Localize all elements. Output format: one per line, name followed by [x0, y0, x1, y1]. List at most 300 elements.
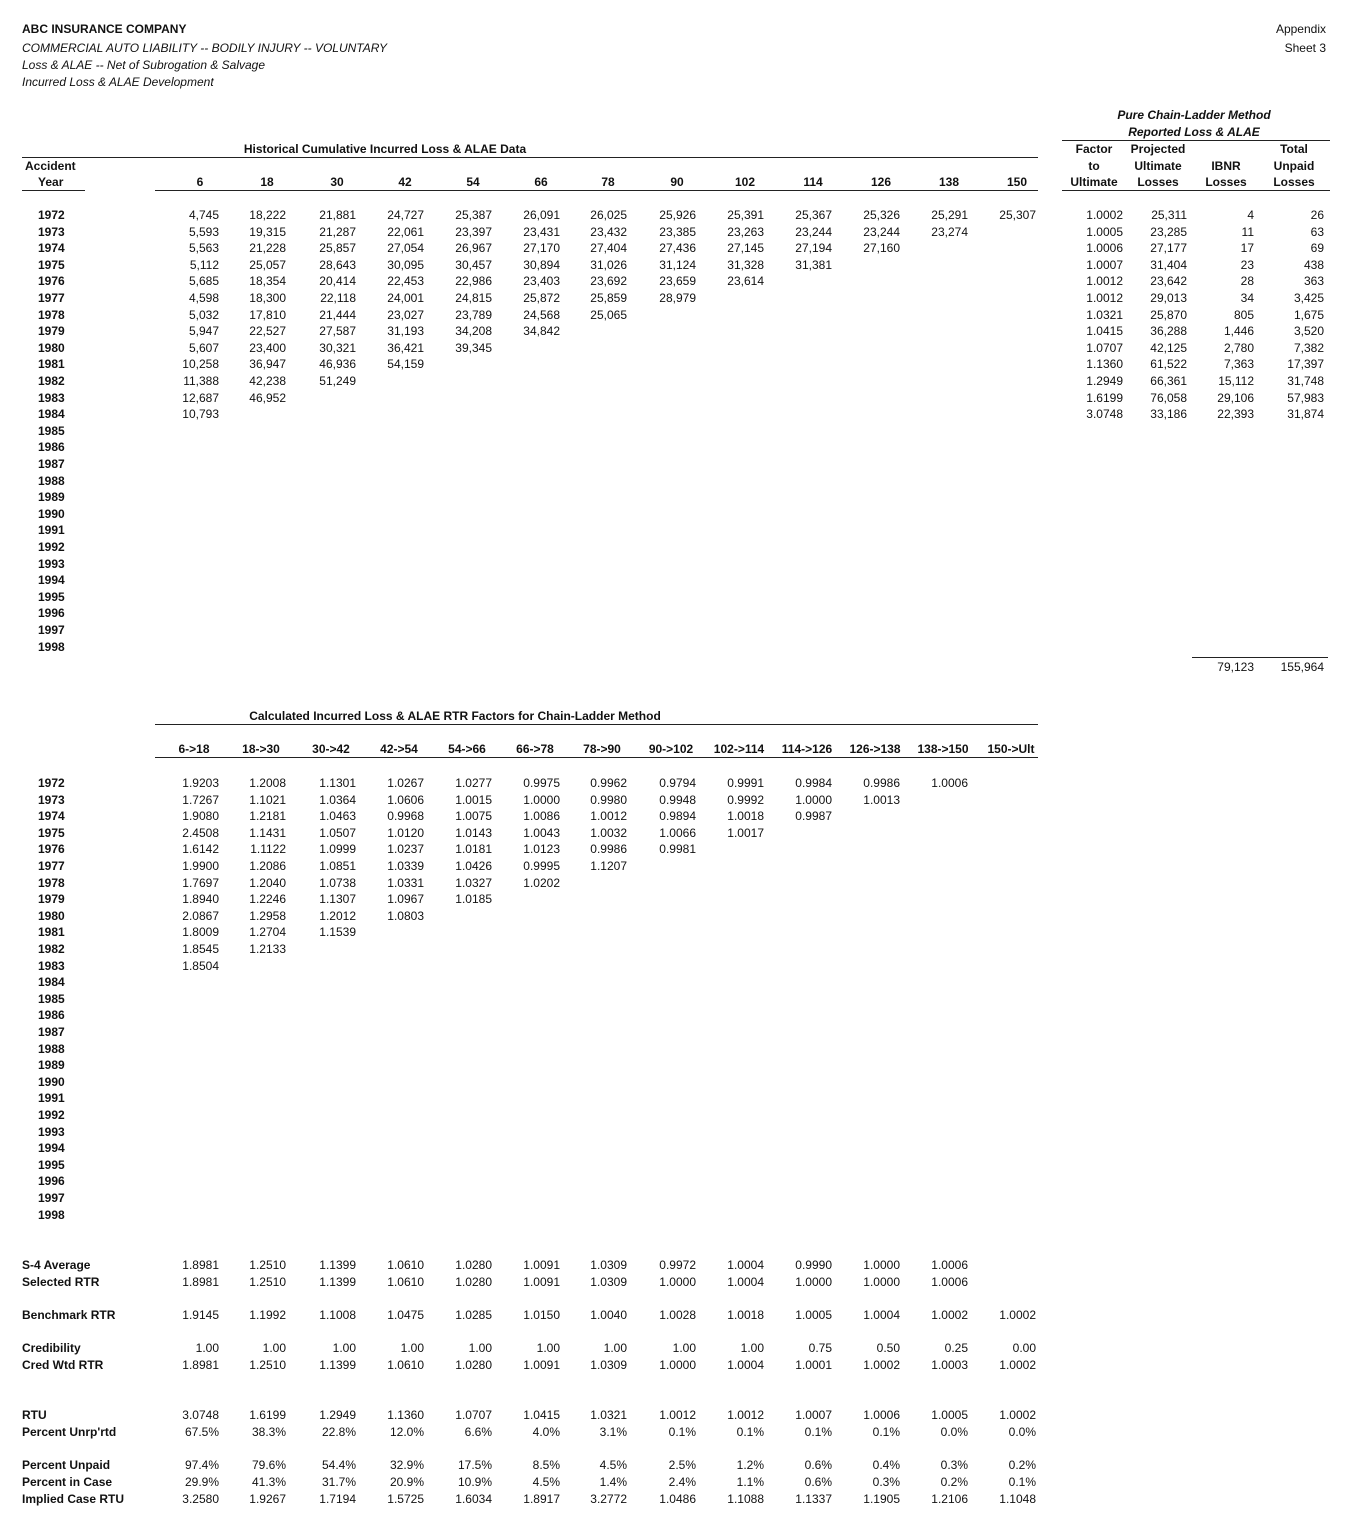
triangle-cell: 30,894 [523, 257, 560, 272]
factor-cell: 1.0000 [795, 792, 832, 807]
factor-cell: 0.9794 [659, 776, 696, 790]
summary-cell: 1.7194 [319, 1492, 356, 1506]
chain-ladder-column-header: Losses [1273, 175, 1315, 189]
totals-rule [1192, 657, 1328, 658]
summary-cell: 20.9% [389, 1475, 424, 1489]
factor-cell: 1.7267 [182, 792, 219, 807]
triangle-cell: 18,354 [249, 274, 286, 289]
summary-cell: 1.0018 [727, 1308, 764, 1322]
chain-ladder-cell: 1.0007 [1086, 257, 1123, 272]
triangle-cell: 25,859 [590, 291, 627, 305]
factor-cell: 1.9900 [182, 859, 219, 873]
summary-cell: 4.0% [532, 1425, 560, 1439]
age-header: 90 [670, 175, 684, 189]
triangle-cell: 27,145 [727, 241, 764, 256]
triangle-cell: 27,170 [523, 241, 560, 256]
chain-ladder-cell: 17 [1240, 241, 1254, 256]
chain-ladder-cell: 2,780 [1223, 340, 1254, 355]
summary-cell: 1.2510 [249, 1258, 286, 1272]
triangle-cell: 23,397 [455, 224, 492, 239]
summary-cell: 1.0610 [387, 1258, 424, 1272]
chain-ladder-cell: 22,393 [1217, 407, 1254, 422]
triangle-cell: 27,160 [863, 241, 900, 256]
accident-year: 1978 [38, 307, 65, 322]
summary-cell: 1.00 [195, 1341, 219, 1355]
factor-cell: 1.9203 [182, 776, 219, 790]
triangle-cell: 22,061 [387, 224, 424, 239]
summary-cell: 1.2106 [931, 1492, 968, 1506]
summary-cell: 1.0475 [387, 1308, 424, 1322]
summary-label: Percent Unpaid [22, 1458, 111, 1472]
chain-ladder-cell: 1.1360 [1086, 357, 1123, 372]
chain-ladder-cell: 31,404 [1150, 257, 1187, 272]
factor-accident-year: 1997 [38, 1191, 65, 1205]
appendix-label: Appendix [1275, 22, 1326, 36]
summary-cell: 1.0000 [863, 1258, 900, 1272]
chain-ladder-column-header: Total [1280, 142, 1308, 156]
summary-cell: 1.0005 [931, 1408, 968, 1422]
company-name: ABC INSURANCE COMPANY [22, 22, 187, 36]
triangle-cell: 28,643 [319, 257, 356, 272]
triangle-cell: 26,967 [455, 241, 492, 256]
factor-cell: 0.9986 [863, 776, 900, 790]
factor-cell: 1.0000 [523, 792, 560, 807]
summary-cell: 0.1% [668, 1425, 696, 1439]
chain-ladder-cell: 63 [1310, 224, 1324, 239]
accident-year: 1991 [38, 523, 65, 538]
triangle-cell: 5,032 [188, 307, 219, 322]
summary-cell: 0.0% [1008, 1425, 1036, 1439]
chain-ladder-cell: 1,675 [1293, 307, 1324, 322]
factor-header: 42->54 [380, 742, 418, 756]
factor-cell: 0.9984 [795, 776, 832, 790]
accident-year: 1981 [38, 357, 65, 372]
factor-cell: 1.0012 [590, 809, 627, 824]
triangle-cell: 30,095 [387, 257, 424, 272]
chain-ladder-cell: 61,522 [1150, 357, 1187, 372]
triangle-cell: 31,328 [727, 257, 764, 272]
summary-cell: 1.0285 [455, 1308, 492, 1322]
summary-cell: 0.50 [876, 1341, 900, 1355]
summary-cell: 1.0001 [795, 1358, 832, 1372]
summary-cell: 6.6% [464, 1425, 492, 1439]
summary-cell: 2.5% [668, 1458, 696, 1472]
summary-cell: 1.4% [599, 1475, 627, 1489]
chain-ladder-subtitle: Reported Loss & ALAE [1128, 125, 1260, 139]
accident-year: 1997 [38, 623, 65, 637]
summary-cell: 67.5% [184, 1425, 219, 1439]
factor-header: 78->90 [583, 742, 621, 756]
factor-accident-year: 1985 [38, 991, 65, 1006]
triangle-cell: 24,568 [523, 307, 560, 322]
age-header: 54 [466, 175, 480, 189]
summary-cell: 1.0486 [659, 1492, 696, 1506]
triangle-cell: 5,947 [188, 324, 219, 339]
factor-accident-year: 1986 [38, 1008, 65, 1023]
factor-cell: 1.0181 [455, 842, 492, 857]
line-of-business: COMMERCIAL AUTO LIABILITY -- BODILY INJURY -- VOLUNTARY [22, 41, 387, 55]
factor-cell: 1.7697 [182, 875, 219, 890]
triangle-cell: 31,124 [659, 257, 696, 272]
summary-cell: 1.00 [468, 1341, 492, 1355]
chain-ladder-cell: 36,288 [1150, 324, 1187, 339]
triangle-cell: 17,810 [249, 307, 286, 322]
summary-cell: 1.1399 [319, 1275, 356, 1289]
chain-ladder-cell: 69 [1310, 241, 1324, 256]
accident-year: 1989 [38, 490, 65, 505]
factor-accident-year: 1993 [38, 1124, 65, 1139]
triangle-cell: 23,400 [249, 340, 286, 355]
total-unpaid: 155,964 [1280, 660, 1324, 674]
chain-ladder-cell: 23 [1240, 257, 1254, 272]
chain-ladder-column-header: Ultimate [1134, 158, 1182, 173]
triangle-cell: 39,345 [455, 340, 492, 355]
factor-header: 114->126 [781, 742, 833, 756]
chain-ladder-cell: 42,125 [1150, 340, 1187, 355]
summary-cell: 1.1088 [727, 1492, 764, 1506]
factor-header: 150->Ult [987, 742, 1035, 756]
summary-cell: 0.3% [940, 1458, 968, 1472]
factor-cell: 1.0507 [319, 825, 356, 840]
summary-cell: 1.1399 [319, 1258, 356, 1272]
summary-cell: 1.0004 [727, 1275, 764, 1289]
factor-accident-year: 1978 [38, 875, 65, 890]
accident-year: 1972 [38, 208, 65, 222]
triangle-cell: 23,263 [727, 224, 764, 239]
factor-cell: 2.0867 [182, 908, 219, 923]
accident-year: 1995 [38, 589, 65, 604]
triangle-cell: 34,842 [523, 324, 560, 339]
summary-cell: 1.0707 [455, 1408, 492, 1422]
factor-accident-year: 1991 [38, 1091, 65, 1106]
factor-cell: 0.9986 [590, 842, 627, 857]
summary-cell: 0.75 [808, 1341, 832, 1355]
accident-year: 1977 [38, 291, 65, 305]
summary-cell: 1.0000 [659, 1358, 696, 1372]
chain-ladder-cell: 23,285 [1150, 224, 1187, 239]
summary-cell: 41.3% [251, 1475, 286, 1489]
triangle-cell: 31,026 [590, 257, 627, 272]
chain-ladder-cell: 1.2949 [1086, 374, 1123, 388]
age-header: 138 [938, 175, 960, 189]
chain-ladder-column-header: Losses [1205, 175, 1247, 189]
factor-accident-year: 1989 [38, 1058, 65, 1073]
summary-cell: 1.0003 [931, 1358, 968, 1372]
factor-cell: 1.2133 [249, 942, 286, 956]
summary-cell: 2.4% [668, 1475, 696, 1489]
chain-ladder-cell: 27,177 [1150, 241, 1187, 256]
triangle-cell: 25,872 [523, 291, 560, 305]
factor-cell: 1.0803 [387, 908, 424, 923]
summary-cell: 1.0002 [931, 1308, 968, 1322]
factor-cell: 1.0185 [455, 892, 492, 907]
factor-accident-year: 1976 [38, 842, 65, 857]
chain-ladder-cell: 15,112 [1218, 374, 1254, 388]
summary-label: Selected RTR [22, 1275, 100, 1289]
factor-cell: 1.0032 [590, 825, 627, 840]
summary-cell: 1.1399 [319, 1358, 356, 1372]
summary-cell: 1.0321 [590, 1408, 627, 1422]
summary-cell: 1.9267 [249, 1492, 286, 1506]
triangle-cell: 24,001 [387, 291, 424, 305]
factor-cell: 1.0066 [659, 825, 696, 840]
factor-cell: 1.0999 [319, 842, 356, 857]
summary-cell: 1.0415 [523, 1408, 560, 1422]
summary-cell: 1.8981 [182, 1358, 219, 1372]
summary-cell: 3.2580 [182, 1492, 219, 1506]
factor-accident-year: 1977 [38, 859, 65, 873]
summary-cell: 1.5725 [387, 1492, 424, 1506]
accident-year: 1975 [38, 257, 65, 272]
age-header: 30 [330, 175, 344, 189]
factor-cell: 1.0463 [319, 809, 356, 824]
summary-label: Cred Wtd RTR [22, 1358, 104, 1372]
factor-cell: 2.4508 [182, 825, 219, 840]
summary-cell: 1.0280 [455, 1358, 492, 1372]
factor-cell: 1.2181 [249, 809, 286, 824]
triangle-cell: 25,326 [863, 208, 900, 222]
factor-cell: 1.0075 [455, 809, 492, 824]
summary-cell: 1.0028 [659, 1308, 696, 1322]
triangle-cell: 25,857 [319, 241, 356, 256]
accident-year: 1993 [38, 556, 65, 571]
age-header: 66 [534, 175, 548, 189]
age-header: 126 [870, 175, 892, 189]
age-header: 78 [601, 175, 615, 189]
factor-header: 54->66 [448, 742, 486, 756]
accident-year: 1983 [38, 390, 65, 405]
factor-cell: 0.9981 [659, 842, 696, 857]
factors-title-rule [155, 724, 1038, 725]
chain-ladder-cell: 1.0707 [1086, 340, 1123, 355]
chain-ladder-cell: 363 [1303, 274, 1324, 289]
factor-cell: 1.1301 [319, 776, 356, 790]
summary-cell: 1.0004 [863, 1308, 900, 1322]
triangle-cell: 54,159 [387, 357, 424, 372]
summary-cell: 1.2% [736, 1458, 764, 1472]
triangle-cell: 22,453 [387, 274, 424, 289]
factor-cell: 0.9991 [727, 776, 764, 790]
summary-cell: 1.0012 [659, 1408, 696, 1422]
triangle-cell: 26,091 [523, 208, 560, 222]
triangle-cell: 23,432 [590, 224, 627, 239]
summary-cell: 8.5% [532, 1458, 560, 1472]
triangle-cell: 25,367 [795, 208, 832, 222]
triangle-cell: 23,614 [727, 274, 764, 289]
triangle-cell: 25,307 [999, 208, 1036, 222]
chain-ladder-cell: 57,983 [1287, 390, 1324, 405]
summary-cell: 1.0002 [863, 1358, 900, 1372]
factor-cell: 1.0237 [387, 842, 424, 857]
factor-cell: 0.9995 [523, 859, 560, 873]
chain-ladder-title-rule [1062, 140, 1330, 141]
summary-cell: 1.0002 [999, 1408, 1036, 1422]
summary-cell: 1.0309 [590, 1258, 627, 1272]
accident-year: 1976 [38, 274, 65, 289]
summary-cell: 17.5% [457, 1458, 492, 1472]
triangle-cell: 22,527 [249, 324, 286, 339]
factor-header: 138->150 [917, 742, 969, 756]
triangle-cell: 22,118 [320, 291, 356, 305]
chain-ladder-column-header: to [1088, 158, 1100, 173]
factor-cell: 1.0123 [523, 842, 560, 857]
summary-label: Benchmark RTR [22, 1308, 116, 1322]
summary-cell: 1.8981 [182, 1275, 219, 1289]
summary-cell: 0.2% [1008, 1458, 1036, 1472]
factor-accident-year: 1972 [38, 776, 65, 790]
factor-accident-year: 1988 [38, 1041, 65, 1056]
chain-ladder-cell: 1.0002 [1086, 208, 1123, 222]
summary-cell: 1.0309 [590, 1358, 627, 1372]
triangle-cell: 30,321 [319, 340, 356, 355]
factor-cell: 0.9980 [590, 792, 627, 807]
summary-cell: 1.1360 [387, 1408, 424, 1422]
age-header: 114 [803, 175, 823, 189]
triangle-cell: 5,563 [188, 241, 219, 256]
factor-cell: 1.0006 [931, 776, 968, 790]
loss-basis: Loss & ALAE -- Net of Subrogation & Salvage [22, 58, 266, 72]
summary-cell: 1.1008 [319, 1308, 356, 1322]
chain-ladder-cell: 7,382 [1293, 340, 1324, 355]
age-header-rule [155, 190, 1038, 191]
triangle-cell: 30,457 [455, 257, 492, 272]
summary-cell: 1.8917 [523, 1492, 560, 1506]
age-header: 6 [196, 175, 204, 189]
factor-cell: 1.2040 [249, 875, 286, 890]
chain-ladder-cell: 1,446 [1223, 324, 1254, 339]
chain-ladder-cell: 66,361 [1150, 374, 1187, 388]
summary-cell: 1.1% [736, 1475, 764, 1489]
factor-cell: 1.2704 [249, 925, 286, 940]
chain-ladder-column-header: IBNR [1211, 158, 1241, 173]
factor-accident-year: 1980 [38, 908, 65, 923]
summary-cell: 4.5% [599, 1458, 627, 1472]
triangle-cell: 27,054 [387, 241, 424, 256]
triangle-cell: 51,249 [319, 374, 356, 388]
summary-cell: 1.00 [262, 1341, 286, 1355]
triangle-cell: 25,065 [590, 307, 627, 322]
summary-cell: 32.9% [389, 1458, 424, 1472]
chain-ladder-cell: 34 [1240, 291, 1254, 305]
summary-label: Percent Unrp'rtd [22, 1425, 117, 1439]
summary-cell: 1.2510 [249, 1358, 286, 1372]
summary-label: Implied Case RTU [22, 1492, 125, 1506]
summary-cell: 1.2949 [319, 1408, 356, 1422]
factor-accident-year: 1979 [38, 892, 65, 907]
summary-cell: 29.9% [184, 1475, 219, 1489]
summary-cell: 0.9972 [659, 1258, 696, 1272]
method-title: Incurred Loss & ALAE Development [22, 75, 214, 89]
accident-year: 1974 [38, 241, 65, 256]
triangle-cell: 23,431 [523, 224, 560, 239]
summary-cell: 1.0150 [523, 1308, 560, 1322]
factor-cell: 1.0013 [863, 792, 900, 807]
factor-cell: 1.0277 [455, 776, 492, 790]
chain-ladder-cell: 31,748 [1287, 374, 1324, 388]
summary-cell: 22.8% [321, 1425, 356, 1439]
summary-label: Percent in Case [22, 1475, 113, 1489]
age-header: 18 [260, 175, 274, 189]
summary-cell: 1.00 [740, 1341, 764, 1355]
triangle-cell: 34,208 [455, 324, 492, 339]
summary-cell: 0.1% [1008, 1475, 1036, 1489]
triangle-cell: 21,444 [319, 307, 356, 322]
summary-cell: 0.1% [736, 1425, 764, 1439]
chain-ladder-cell: 25,311 [1151, 208, 1187, 222]
factor-cell: 0.9992 [727, 792, 764, 807]
summary-cell: 1.0007 [795, 1408, 832, 1422]
chain-ladder-cell: 17,397 [1287, 357, 1324, 372]
triangle-cell: 18,222 [249, 208, 286, 222]
triangle-cell: 20,414 [319, 274, 356, 289]
factor-cell: 1.2086 [249, 859, 286, 873]
chain-ladder-cell: 76,058 [1150, 390, 1187, 405]
summary-cell: 1.6199 [249, 1408, 286, 1422]
factor-cell: 1.0331 [387, 875, 424, 890]
factor-cell: 1.0015 [455, 792, 492, 807]
factor-accident-year: 1992 [38, 1108, 65, 1122]
summary-label: RTU [22, 1408, 47, 1422]
factor-cell: 1.9080 [182, 809, 219, 824]
summary-cell: 3.2772 [590, 1492, 627, 1506]
factor-cell: 1.0143 [455, 825, 492, 840]
chain-ladder-cell: 1.0012 [1086, 274, 1123, 289]
factor-cell: 1.1122 [250, 842, 286, 857]
triangle-cell: 23,244 [863, 224, 900, 239]
summary-cell: 1.0091 [523, 1275, 560, 1289]
factor-cell: 0.9948 [659, 792, 696, 807]
factor-header: 90->102 [648, 742, 694, 756]
chain-ladder-cell: 31,874 [1287, 407, 1324, 422]
summary-cell: 1.6034 [455, 1492, 492, 1506]
triangle-cell: 23,403 [523, 274, 560, 289]
factor-cell: 1.0202 [523, 875, 560, 890]
accident-year: 1980 [38, 340, 65, 355]
chain-ladder-cell: 28 [1240, 274, 1254, 289]
chain-ladder-cell: 1.0006 [1086, 241, 1123, 256]
triangle-cell: 11,388 [183, 374, 219, 388]
factor-cell: 1.0267 [387, 776, 424, 790]
triangle-cell: 36,947 [249, 357, 286, 372]
summary-cell: 1.0000 [795, 1275, 832, 1289]
summary-cell: 1.0091 [523, 1358, 560, 1372]
triangle-cell: 19,315 [249, 224, 286, 239]
summary-cell: 0.3% [872, 1475, 900, 1489]
summary-cell: 1.1048 [999, 1492, 1036, 1506]
factor-accident-year: 1984 [38, 975, 65, 990]
summary-cell: 3.0748 [182, 1408, 219, 1422]
accident-year: 1973 [38, 224, 65, 239]
chain-ladder-cell: 11 [1241, 224, 1254, 239]
factor-cell: 1.0738 [319, 875, 356, 890]
triangle-cell: 27,194 [795, 241, 832, 256]
factor-cell: 1.0339 [387, 859, 424, 873]
triangle-title: Historical Cumulative Incurred Loss & ALAE Data [243, 142, 527, 156]
accident-year: 1990 [38, 506, 65, 521]
factor-cell: 1.0426 [455, 859, 492, 873]
triangle-cell: 23,274 [931, 224, 968, 239]
summary-label: S-4 Average [22, 1258, 91, 1272]
triangle-title-rule [22, 157, 1038, 158]
triangle-cell: 23,659 [659, 274, 696, 289]
accident-header: Accident [25, 159, 76, 173]
triangle-cell: 25,057 [249, 257, 286, 272]
summary-label: Credibility [22, 1341, 81, 1355]
factor-cell: 1.0851 [319, 859, 356, 873]
summary-cell: 79.6% [251, 1458, 286, 1472]
factor-cell: 1.2958 [249, 908, 286, 923]
factor-cell: 1.2246 [249, 892, 286, 907]
